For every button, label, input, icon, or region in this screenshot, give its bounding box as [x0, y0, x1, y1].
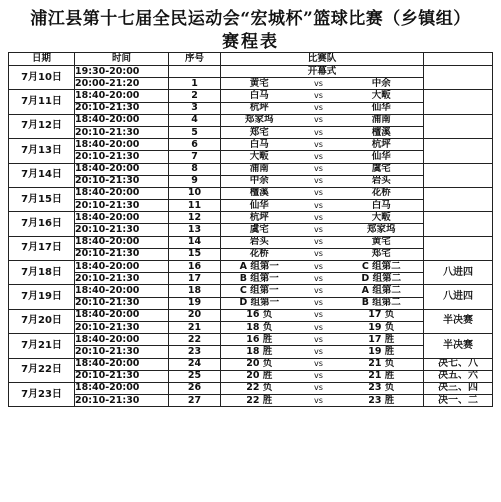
team-a-cell: 檀溪: [221, 187, 298, 199]
vs-cell: vs: [298, 200, 340, 212]
time-cell: 18:40-20:00: [75, 139, 169, 151]
team-a-cell: 浦南: [221, 163, 298, 175]
header-time: 时间: [75, 53, 169, 66]
table-row: [9, 334, 493, 346]
table-row: [9, 382, 493, 394]
table-row: [9, 370, 493, 382]
team-a-cell: C 组第一: [221, 285, 298, 297]
time-cell: 20:10-21:30: [75, 346, 169, 358]
time-cell: 20:10-21:30: [75, 370, 169, 382]
time-cell: 20:10-21:30: [75, 248, 169, 260]
time-cell: 20:10-21:30: [75, 321, 169, 333]
vs-cell: vs: [298, 151, 340, 163]
date-cell: 7月22日: [9, 358, 75, 382]
time-cell: 19:30-20:00: [75, 66, 169, 78]
team-b-cell: 黄宅: [340, 236, 424, 248]
time-cell: 18:40-20:00: [75, 212, 169, 224]
team-b-cell: B 组第二: [340, 297, 424, 309]
page-title: 浦江县第十七届全民运动会“宏城杯”篮球比赛（乡镇组）: [30, 9, 471, 29]
note-cell: [424, 212, 493, 236]
team-a-cell: B 组第一: [221, 273, 298, 285]
team-a-cell: 仙华: [221, 200, 298, 212]
date-cell: 7月17日: [9, 236, 75, 260]
table-row: [9, 139, 493, 151]
no-cell: 4: [169, 114, 221, 126]
note-cell: 决一、二: [424, 395, 493, 407]
team-b-cell: 中余: [340, 78, 424, 90]
team-b-cell: 花桥: [340, 187, 424, 199]
team-a-cell: 20 胜: [221, 370, 298, 382]
table-row: [9, 212, 493, 224]
date-cell: 7月14日: [9, 163, 75, 187]
table-row: [9, 285, 493, 297]
team-a-cell: 花桥: [221, 248, 298, 260]
vs-cell: vs: [298, 139, 340, 151]
vs-cell: vs: [298, 187, 340, 199]
vs-cell: vs: [298, 285, 340, 297]
team-b-cell: 大畈: [340, 90, 424, 102]
vs-cell: vs: [298, 175, 340, 187]
note-cell: 八进四: [424, 261, 493, 285]
team-a-cell: 杭坪: [221, 102, 298, 114]
time-cell: 20:10-21:30: [75, 102, 169, 114]
table-row: [9, 321, 493, 333]
schedule-table: [8, 52, 493, 407]
no-cell: 7: [169, 151, 221, 163]
no-cell: 24: [169, 358, 221, 370]
no-cell: 20: [169, 309, 221, 321]
time-cell: 18:40-20:00: [75, 382, 169, 394]
note-cell: 决七、八: [424, 358, 493, 370]
team-a-cell: 16 负: [221, 309, 298, 321]
table-row: [9, 248, 493, 260]
time-cell: 18:40-20:00: [75, 309, 169, 321]
no-cell: 23: [169, 346, 221, 358]
no-cell: 26: [169, 382, 221, 394]
team-a-cell: 白马: [221, 90, 298, 102]
date-cell: 7月21日: [9, 334, 75, 358]
note-cell: [424, 187, 493, 211]
team-b-cell: 仙华: [340, 102, 424, 114]
time-cell: 20:10-21:30: [75, 273, 169, 285]
team-b-cell: 23 胜: [340, 395, 424, 407]
no-cell: 11: [169, 200, 221, 212]
header-note: [424, 53, 493, 66]
table-row: [9, 66, 493, 78]
team-b-cell: 19 胜: [340, 346, 424, 358]
date-cell: 7月23日: [9, 382, 75, 406]
date-cell: 7月11日: [9, 90, 75, 114]
time-cell: 18:40-20:00: [75, 261, 169, 273]
team-b-cell: 杭坪: [340, 139, 424, 151]
team-b-cell: 21 胜: [340, 370, 424, 382]
date-cell: 7月18日: [9, 261, 75, 285]
vs-cell: vs: [298, 297, 340, 309]
time-cell: 20:10-21:30: [75, 395, 169, 407]
vs-cell: vs: [298, 370, 340, 382]
table-row: [9, 102, 493, 114]
vs-cell: vs: [298, 248, 340, 260]
no-cell: 19: [169, 297, 221, 309]
vs-cell: vs: [298, 346, 340, 358]
table-row: [9, 358, 493, 370]
team-a-cell: 18 胜: [221, 346, 298, 358]
team-a-cell: 郑家坞: [221, 114, 298, 126]
team-a-cell: A 组第一: [221, 261, 298, 273]
note-cell: 半决赛: [424, 309, 493, 333]
time-cell: 20:10-21:30: [75, 175, 169, 187]
no-cell: 9: [169, 175, 221, 187]
team-a-cell: 22 胜: [221, 395, 298, 407]
no-cell: 1: [169, 78, 221, 90]
team-b-cell: 白马: [340, 200, 424, 212]
time-cell: 20:10-21:30: [75, 224, 169, 236]
team-a-cell: D 组第一: [221, 297, 298, 309]
opening-cell: 开幕式: [221, 66, 424, 78]
team-b-cell: 19 负: [340, 321, 424, 333]
table-header-row: [9, 53, 493, 66]
team-b-cell: 郑家坞: [340, 224, 424, 236]
time-cell: 20:10-21:30: [75, 151, 169, 163]
table-row: [9, 187, 493, 199]
table-row: [9, 78, 493, 90]
date-cell: 7月12日: [9, 114, 75, 138]
vs-cell: vs: [298, 102, 340, 114]
vs-cell: vs: [298, 261, 340, 273]
no-cell: 8: [169, 163, 221, 175]
table-row: [9, 309, 493, 321]
no-cell: 13: [169, 224, 221, 236]
table-row: [9, 90, 493, 102]
vs-cell: vs: [298, 273, 340, 285]
date-cell: 7月15日: [9, 187, 75, 211]
schedule-body: [9, 66, 493, 407]
table-row: [9, 163, 493, 175]
no-cell: 22: [169, 334, 221, 346]
team-b-cell: 17 负: [340, 309, 424, 321]
team-a-cell: 杭坪: [221, 212, 298, 224]
team-b-cell: 大畈: [340, 212, 424, 224]
time-cell: 18:40-20:00: [75, 163, 169, 175]
no-cell: 18: [169, 285, 221, 297]
vs-cell: vs: [298, 78, 340, 90]
team-a-cell: 大畈: [221, 151, 298, 163]
time-cell: 18:40-20:00: [75, 236, 169, 248]
table-row: [9, 236, 493, 248]
time-cell: 18:40-20:00: [75, 334, 169, 346]
vs-cell: vs: [298, 321, 340, 333]
team-b-cell: C 组第二: [340, 261, 424, 273]
vs-cell: vs: [298, 334, 340, 346]
no-cell: 2: [169, 90, 221, 102]
table-row: [9, 273, 493, 285]
team-a-cell: 18 负: [221, 321, 298, 333]
no-cell: 10: [169, 187, 221, 199]
team-a-cell: 白马: [221, 139, 298, 151]
team-b-cell: 仙华: [340, 151, 424, 163]
no-cell: 14: [169, 236, 221, 248]
table-row: [9, 395, 493, 407]
team-a-cell: 20 负: [221, 358, 298, 370]
time-cell: 18:40-20:00: [75, 114, 169, 126]
vs-cell: vs: [298, 114, 340, 126]
table-row: [9, 346, 493, 358]
time-cell: 18:40-20:00: [75, 358, 169, 370]
no-cell: 16: [169, 261, 221, 273]
vs-cell: vs: [298, 163, 340, 175]
time-cell: 20:10-21:30: [75, 126, 169, 138]
team-a-cell: 22 负: [221, 382, 298, 394]
vs-cell: vs: [298, 395, 340, 407]
team-a-cell: 16 胜: [221, 334, 298, 346]
no-cell: 12: [169, 212, 221, 224]
note-cell: [424, 66, 493, 90]
table-row: [9, 200, 493, 212]
vs-cell: vs: [298, 90, 340, 102]
note-cell: [424, 163, 493, 187]
vs-cell: vs: [298, 358, 340, 370]
table-row: [9, 126, 493, 138]
header-no: 序号: [169, 53, 221, 66]
note-cell: 决三、四: [424, 382, 493, 394]
time-cell: 20:00-21:20: [75, 78, 169, 90]
note-cell: 八进四: [424, 285, 493, 309]
date-cell: 7月16日: [9, 212, 75, 236]
vs-cell: vs: [298, 309, 340, 321]
no-cell: 17: [169, 273, 221, 285]
no-cell: 5: [169, 126, 221, 138]
note-cell: 半决赛: [424, 334, 493, 358]
team-b-cell: 17 胜: [340, 334, 424, 346]
date-cell: 7月10日: [9, 66, 75, 90]
no-cell: 25: [169, 370, 221, 382]
date-cell: 7月20日: [9, 309, 75, 333]
team-b-cell: 虞宅: [340, 163, 424, 175]
no-cell: 3: [169, 102, 221, 114]
note-cell: 决五、六: [424, 370, 493, 382]
no-cell: 21: [169, 321, 221, 333]
no-cell: 6: [169, 139, 221, 151]
time-cell: 20:10-21:30: [75, 297, 169, 309]
vs-cell: vs: [298, 382, 340, 394]
vs-cell: vs: [298, 236, 340, 248]
vs-cell: vs: [298, 224, 340, 236]
time-cell: 20:10-21:30: [75, 200, 169, 212]
team-b-cell: 檀溪: [340, 126, 424, 138]
table-row: [9, 297, 493, 309]
table-row: [9, 224, 493, 236]
team-b-cell: 郑宅: [340, 248, 424, 260]
date-cell: 7月13日: [9, 139, 75, 163]
team-a-cell: 虞宅: [221, 224, 298, 236]
team-a-cell: 中余: [221, 175, 298, 187]
no-cell: 27: [169, 395, 221, 407]
time-cell: 18:40-20:00: [75, 90, 169, 102]
team-b-cell: 浦南: [340, 114, 424, 126]
time-cell: 18:40-20:00: [75, 285, 169, 297]
note-cell: [424, 90, 493, 114]
header-date: 日期: [9, 53, 75, 66]
time-cell: 18:40-20:00: [75, 187, 169, 199]
team-a-cell: 郑宅: [221, 126, 298, 138]
team-a-cell: 黄宅: [221, 78, 298, 90]
note-cell: [424, 114, 493, 138]
page-subtitle: 赛程表: [222, 32, 279, 52]
team-b-cell: D 组第二: [340, 273, 424, 285]
team-a-cell: 岩头: [221, 236, 298, 248]
team-b-cell: 岩头: [340, 175, 424, 187]
header-teams: 比赛队: [221, 53, 424, 66]
table-row: [9, 151, 493, 163]
no-cell: 15: [169, 248, 221, 260]
team-b-cell: A 组第二: [340, 285, 424, 297]
team-b-cell: 23 负: [340, 382, 424, 394]
table-row: [9, 175, 493, 187]
note-cell: [424, 236, 493, 260]
no-cell: [169, 66, 221, 78]
date-cell: 7月19日: [9, 285, 75, 309]
table-row: [9, 261, 493, 273]
vs-cell: vs: [298, 126, 340, 138]
table-row: [9, 114, 493, 126]
note-cell: [424, 139, 493, 163]
team-b-cell: 21 负: [340, 358, 424, 370]
vs-cell: vs: [298, 212, 340, 224]
